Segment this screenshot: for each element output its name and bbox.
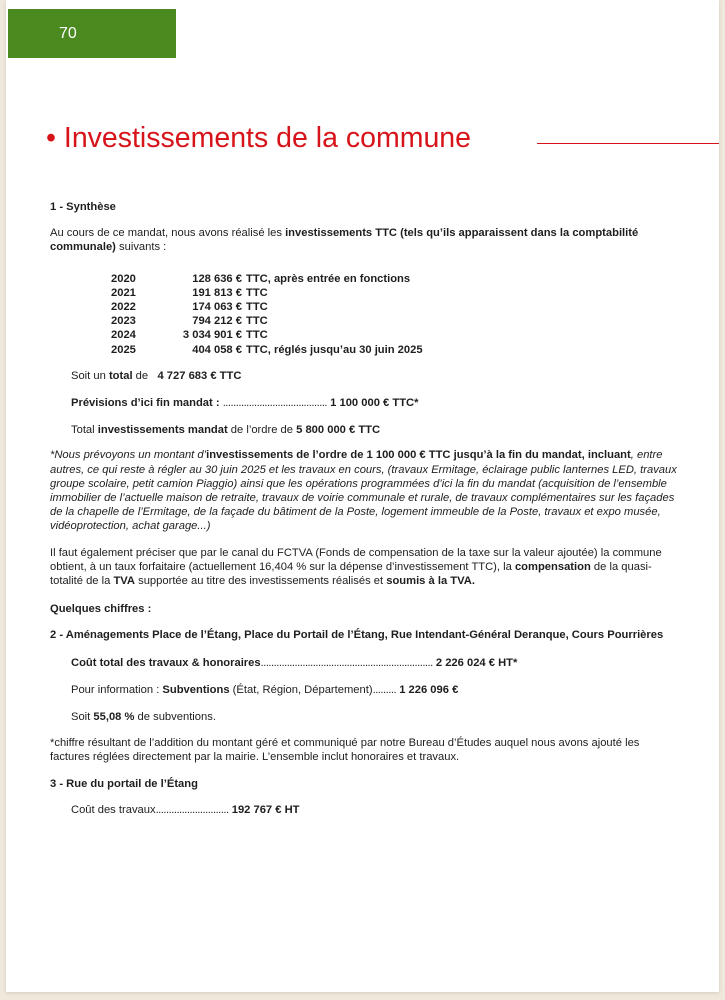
year-row	[111, 314, 511, 328]
title-rule	[537, 143, 719, 144]
page-number: 70	[59, 25, 77, 42]
year-amount: 3 034 901 €	[182, 329, 242, 342]
mandate-total-line: Total investissements mandat de l’ordre de 5 800 000 € TTC	[71, 424, 381, 437]
subsidies-line: Pour information : Subventions (État, Région, Département)......... 1 226 096 €	[71, 683, 459, 696]
figures-heading: Quelques chiffres :	[50, 603, 152, 616]
year-label: 2025	[111, 343, 136, 356]
year-amount: 174 063 €	[192, 300, 242, 313]
year-row	[111, 286, 511, 300]
portail-cost-line: Coût des travaux............................ 192 767 € HT	[71, 803, 300, 816]
year-label: 2020	[111, 272, 136, 285]
year-note: TTC, réglés jusqu’au 30 juin 2025	[246, 343, 423, 356]
subsidy-percentage-line: Soit 55,08 % de subventions.	[71, 710, 216, 723]
forecast-footnote: *Nous prévoyons un montant d’investissements de l’ordre de 1 100 000 € TTC jusqu’à la fin du mandat, incluant, entre autres, ce qui reste à régler au 30 juin 2025 et les travaux en cours, (travaux Ermitage, éclairage public lanternes LED, travaux groupe scolaire, petit camion Piaggio) ainsi que les opérations programmées d’ici la fin du mandat (acquisition de l’ensemble immobilier de l’actuelle maison de retraite, travaux de voirie communale et rurale, de travaux complémentaires sur les façades de la chapelle de l’Ermitage, de la façade du bâtiment de la Poste, logement immeuble de la Poste, travaux et expo musée, vidéoprotection, achat garage...)	[50, 449, 677, 533]
total-line: Soit un total de 4 727 683 € TTC	[71, 369, 242, 382]
cost-footnote: *chiffre résultant de l’addition du montant géré et communiqué par notre Bureau d’Études auquel nous avons ajouté les factures réglées directement par la mairie. L’ensemble inclut honoraires et travaux.	[50, 737, 640, 764]
synthese-heading: 1 - Synthèse	[50, 201, 116, 213]
year-note: TTC	[246, 329, 268, 342]
document-body	[50, 200, 678, 817]
total-cost-line: Coût total des travaux & honoraires.................................................................. 2 226 024 € HT*	[71, 656, 518, 669]
year-note: TTC	[246, 300, 268, 313]
section-title-row	[46, 122, 719, 162]
year-label: 2021	[111, 286, 136, 299]
year-label: 2022	[111, 300, 136, 313]
year-row	[111, 272, 511, 286]
forecast-line: Prévisions d’ici fin mandat : ........................................ 1 100 000 € TTC*	[71, 396, 419, 409]
year-amount: 191 813 €	[192, 286, 242, 299]
document-page	[6, 0, 719, 992]
year-note: TTC	[246, 286, 268, 299]
year-amount: 128 636 €	[192, 272, 242, 285]
page-title: • Investissements de la commune	[46, 122, 471, 154]
year-row	[111, 328, 511, 342]
year-label: 2023	[111, 315, 136, 328]
year-amount: 404 058 €	[192, 343, 242, 356]
year-amount: 794 212 €	[192, 315, 242, 328]
year-note: TTC, après entrée en fonctions	[246, 272, 411, 285]
yearly-investments-list	[111, 272, 511, 357]
fctva-paragraph: Il faut également préciser que par le canal du FCTVA (Fonds de compensation de la taxe sur la valeur ajoutée) la commune obtient, à un taux forfaitaire (actuellement 16,404 % sur la dépense d’investissement TTC), la compensation de la quasi-totalité de la TVA supportée au titre des investissements réalisés et soumis à la TVA.	[50, 546, 662, 587]
portail-heading: 3 - Rue du portail de l’Étang	[50, 777, 198, 790]
amenagements-heading: 2 - Aménagements Place de l’Étang, Place du Portail de l’Étang, Rue Intendant-Général Deranque, Cours Pourrières	[50, 629, 664, 642]
page-number-tab	[8, 9, 176, 58]
year-note: TTC	[246, 315, 268, 328]
year-row	[111, 300, 511, 314]
year-label: 2024	[111, 329, 136, 342]
intro-paragraph: Au cours de ce mandat, nous avons réalisé les investissements TTC (tels qu’ils apparaissent dans la comptabilité communale) suivants :	[50, 227, 639, 254]
year-row	[111, 343, 511, 357]
